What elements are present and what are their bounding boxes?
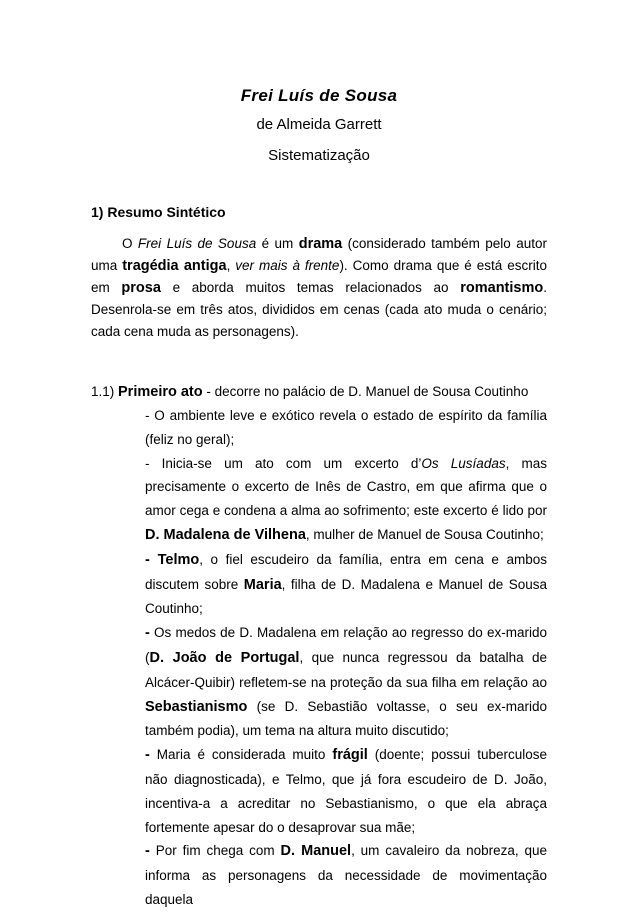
summary-work-title: Frei Luís de Sousa	[137, 236, 257, 251]
act1-title: Primeiro ato	[118, 384, 203, 400]
list-item	[145, 743, 547, 839]
summary-text: é um	[256, 236, 299, 251]
list-item-text: - O ambiente leve e exótico revela o estado de espírito da família (feliz no geral);	[145, 408, 547, 447]
list-item-keyword: frágil	[332, 747, 368, 764]
list-item-text: - Inicia-se um ato com um excerto d’	[145, 455, 422, 471]
list-item-keyword: - Telmo	[145, 551, 200, 568]
summary-keyword: tragédia antiga	[122, 258, 227, 274]
list-item-keyword: Sebastianismo	[145, 698, 248, 715]
document-author: de Almeida Garrett	[256, 116, 382, 133]
summary-text: e aborda muitos temas relacionados ao	[160, 280, 461, 295]
document-subtitle: Sistematização	[268, 147, 370, 164]
summary-text: ,	[226, 258, 236, 273]
act1-list	[145, 404, 547, 912]
summary-keyword: drama	[298, 236, 343, 252]
list-item-work-title: Os Lusíadas	[421, 455, 506, 471]
list-item-text: Maria é considerada muito	[149, 747, 333, 763]
list-item	[145, 452, 547, 548]
list-item-keyword: Maria	[243, 576, 282, 593]
summary-text: ). Como drama que é está escrito em	[91, 258, 547, 295]
list-item	[145, 621, 547, 743]
act1-description: - decorre no palácio de D. Manuel de Sousa Coutinho	[202, 384, 529, 399]
list-item-text: , um cavaleiro da nobreza, que informa as personagens da necessidade de movimentação daquela	[145, 843, 547, 907]
summary-italic-note: ver mais à frente	[235, 258, 340, 273]
summary-keyword: prosa	[121, 280, 161, 296]
list-item	[145, 839, 547, 911]
list-item-text: (se D. Sebastião voltasse, o seu ex-marido também podia), um tema na altura muito discutido;	[145, 698, 547, 739]
list-item-dash: -	[145, 843, 150, 860]
list-item-dash: -	[145, 625, 150, 642]
list-item-text: Por fim chega com	[149, 843, 281, 859]
summary-keyword: romantismo	[460, 280, 544, 296]
list-item-text: , o fiel escudeiro da família, entra em cena e ambos discutem sobre	[145, 551, 547, 592]
act1-heading	[91, 381, 551, 403]
list-item-text: , mulher de Manuel de Sousa Coutinho;	[305, 526, 544, 542]
list-item-dash: -	[145, 747, 150, 764]
list-item-keyword: D. Madalena de Vilhena	[145, 526, 306, 543]
list-item-text: , que nunca regressou da batalha de Alcácer-Quibir) refletem-se na proteção da sua filha em relação ao	[145, 649, 547, 690]
list-item-text: (doente; possui tuberculose não diagnosticada), e Telmo, que já fora escudeiro de D. João, incentiva-a a acreditar no Sebastianismo, o que ela abraça fortemente apesar do o desaprovar sua mãe;	[145, 747, 547, 835]
list-item-text: , filha de D. Madalena e Manuel de Sousa Coutinho;	[145, 576, 547, 617]
document-title: Frei Luís de Sousa	[240, 86, 398, 105]
summary-text: (considerado também pelo autor uma	[91, 236, 547, 273]
list-item-keyword: D. Manuel	[280, 843, 352, 860]
list-item	[145, 548, 547, 621]
list-item-text: Os medos de D. Madalena em relação ao regresso do ex-marido (	[145, 625, 547, 665]
summary-paragraph	[91, 233, 547, 343]
list-item	[145, 404, 547, 452]
section-heading-resumo: 1) Resumo Sintético	[91, 204, 226, 220]
act1-number: 1.1)	[91, 384, 119, 399]
summary-text: . Desenrola-se em três atos, divididos em cenas (cada ato muda o cenário; cada cena muda as personagens).	[91, 280, 547, 339]
list-item-keyword: D. João de Portugal	[149, 649, 300, 666]
summary-text: O	[122, 236, 138, 251]
list-item-text: , mas precisamente o excerto de Inês de Castro, em que afirma que o amor cega e condena a alma ao sofrimento; este excerto é lido por	[145, 455, 547, 519]
